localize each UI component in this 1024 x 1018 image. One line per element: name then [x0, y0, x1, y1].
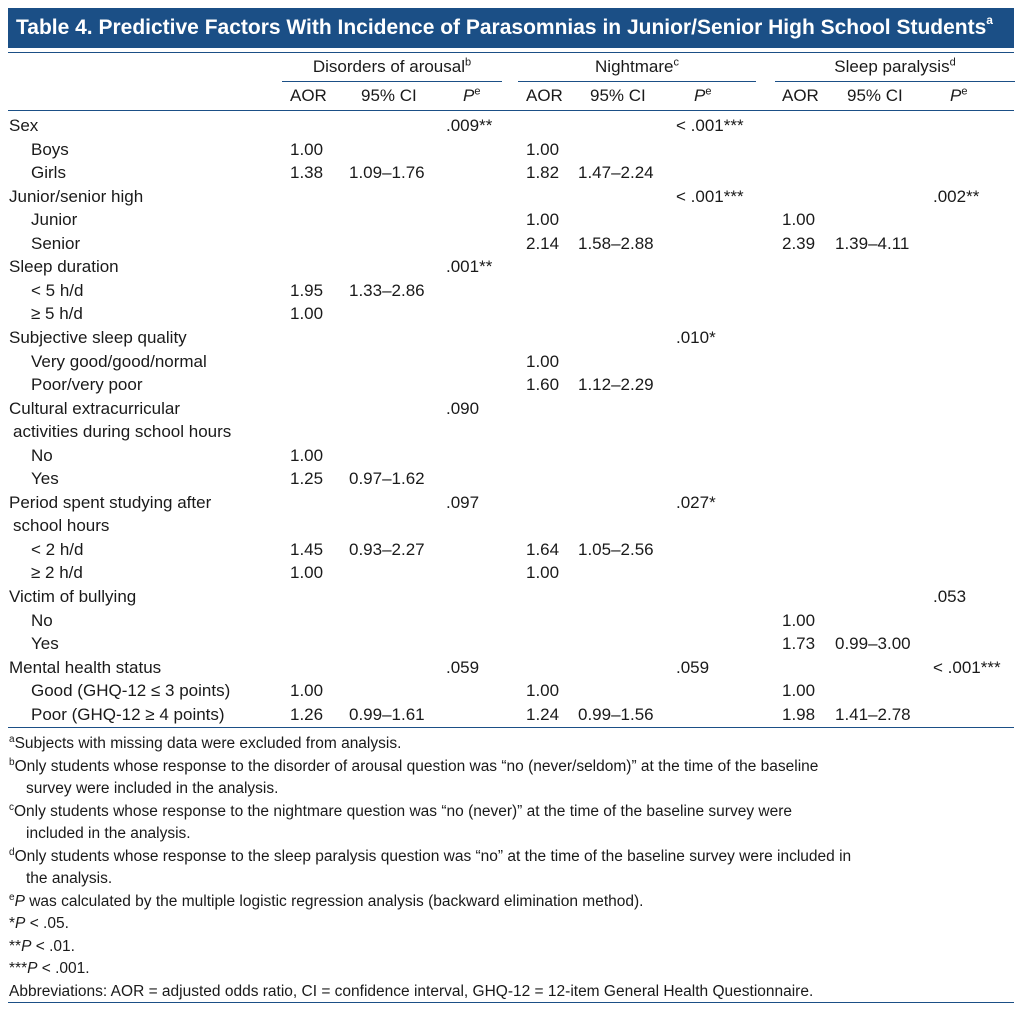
footnote-text: Only students whose response to the disorder of arousal question was “no (never/seldom)” at the time of the baseline — [14, 757, 819, 775]
group-header-sup: b — [465, 56, 472, 69]
footnote — [9, 958, 1015, 981]
table-row — [0, 561, 1024, 585]
column-header-p-letter: P — [694, 86, 706, 105]
cell-c2: 1.12–2.29 — [578, 375, 654, 395]
cell-a1: 1.00 — [290, 681, 324, 701]
footnote-text: included in the analysis. — [26, 825, 191, 842]
cell-a1: 1.38 — [290, 163, 324, 183]
footnote-text: Subjects with missing data were excluded from analysis. — [14, 735, 402, 752]
header-rule — [8, 110, 1014, 111]
cell-p3: .002** — [933, 186, 980, 206]
cell-p1: .001** — [446, 257, 493, 277]
table-row — [0, 208, 1024, 232]
cell-a1: 1.25 — [290, 469, 324, 489]
row-label: ≥ 2 h/d — [31, 563, 83, 583]
table-row — [0, 255, 1024, 279]
cell-p2: .010* — [676, 327, 716, 347]
row-label: < 5 h/d — [31, 280, 84, 300]
bottom-rule — [8, 1002, 1014, 1003]
footnote-text: < .05. — [25, 915, 69, 932]
row-label: ≥ 5 h/d — [31, 304, 83, 324]
group-header — [282, 57, 502, 79]
row-label: school hours — [13, 516, 110, 536]
row-label: activities during school hours — [13, 422, 232, 442]
cell-a2: 1.00 — [526, 563, 560, 583]
table-row — [0, 326, 1024, 350]
row-label: Sleep duration — [9, 257, 119, 277]
footnote — [9, 891, 1015, 914]
cell-a1: 1.45 — [290, 539, 324, 559]
footnote-marker: d — [9, 846, 15, 858]
cell-a3: 2.39 — [782, 233, 816, 253]
cell-a3: 1.00 — [782, 681, 816, 701]
table-row — [0, 279, 1024, 303]
column-header-aor: AOR — [290, 86, 327, 105]
cell-a1: 1.00 — [290, 139, 324, 159]
group-underline — [518, 81, 756, 82]
table-row — [0, 161, 1024, 185]
cell-c2: 0.99–1.56 — [578, 704, 654, 724]
footnote-marker: a — [9, 733, 15, 745]
column-header-p-letter: P — [950, 86, 962, 105]
table-row — [0, 420, 1024, 444]
footnote-stars: * — [9, 915, 16, 932]
cell-p2: .059 — [676, 657, 710, 677]
footnote-italic: P — [21, 937, 32, 955]
column-header-aor: AOR — [526, 86, 563, 105]
cell-c2: 1.58–2.88 — [578, 233, 654, 253]
footnote-marker: e — [9, 891, 15, 903]
table-row — [0, 185, 1024, 209]
cell-p2: < .001*** — [676, 186, 744, 206]
table-row — [0, 514, 1024, 538]
row-label: Yes — [31, 634, 59, 654]
group-header-label: Nightmare — [595, 57, 674, 76]
footnote-text: < .01. — [31, 937, 75, 955]
footnotes — [9, 733, 1015, 1003]
footnote — [9, 756, 1015, 801]
footnote-text: was calculated by the multiple logistic regression analysis (backward elimination method). — [24, 892, 644, 910]
row-label: < 2 h/d — [31, 539, 84, 559]
column-header-aor: AOR — [782, 86, 819, 105]
footnote — [9, 733, 1015, 756]
column-header-p — [463, 86, 480, 108]
table-row — [0, 350, 1024, 374]
cell-c1: 0.97–1.62 — [349, 469, 425, 489]
table-title — [8, 8, 1014, 48]
group-header-sup: d — [949, 56, 956, 69]
footnote — [9, 936, 1015, 959]
footnote — [9, 913, 1015, 936]
cell-a3: 1.98 — [782, 704, 816, 724]
cell-a2: 1.00 — [526, 210, 560, 230]
top-rule — [8, 52, 1014, 53]
cell-c2: 1.05–2.56 — [578, 539, 654, 559]
cell-c1: 1.09–1.76 — [349, 163, 425, 183]
footnote-italic: P — [27, 960, 38, 977]
row-label: Yes — [31, 469, 59, 489]
row-label: Cultural extracurricular — [9, 398, 180, 418]
footnote-text: Only students whose response to the sleep paralysis question was “no” at the time of the baseline survey were included in — [14, 847, 852, 865]
table-row — [0, 302, 1024, 326]
row-label: Very good/good/normal — [31, 351, 207, 371]
row-label: Girls — [31, 163, 66, 183]
table-row — [0, 444, 1024, 468]
footnote-text: survey were included in the analysis. — [26, 780, 279, 797]
cell-p3: < .001*** — [933, 657, 1001, 677]
footnote-stars: *** — [9, 960, 28, 977]
row-label: Period spent studying after — [9, 492, 212, 512]
group-header-sup: c — [673, 56, 679, 69]
cell-a2: 1.00 — [526, 139, 560, 159]
column-header-p-letter: P — [463, 86, 475, 105]
cell-a2: 1.60 — [526, 375, 560, 395]
cell-c1: 0.93–2.27 — [349, 539, 425, 559]
row-label: Poor (GHQ-12 ≥ 4 points) — [31, 704, 225, 724]
cell-a3: 1.00 — [782, 610, 816, 630]
row-label: Poor/very poor — [31, 375, 143, 395]
footnote-text: < .001. — [37, 960, 90, 977]
table-title-text: Table 4. Predictive Factors With Incidence of Parasomnias in Junior/Senior High School Students — [16, 16, 987, 39]
cell-c1: 0.99–1.61 — [349, 704, 425, 724]
cell-p1: .059 — [446, 657, 480, 677]
cell-a2: 1.00 — [526, 351, 560, 371]
row-label: Victim of bullying — [9, 587, 137, 606]
cell-a2: 1.00 — [526, 681, 560, 701]
column-header-p-sup: e — [474, 85, 481, 98]
cell-c3: 1.41–2.78 — [835, 704, 911, 724]
table-row — [0, 632, 1024, 656]
table-row — [0, 538, 1024, 562]
group-underline — [282, 81, 502, 82]
column-header-ci: 95% CI — [847, 86, 903, 105]
group-header — [518, 57, 756, 79]
cell-c1: 1.33–2.86 — [349, 280, 425, 300]
cell-p1: .009** — [446, 116, 493, 135]
row-label: Sex — [9, 116, 39, 135]
table-row — [0, 703, 1024, 727]
cell-c3: 1.39–4.11 — [835, 233, 910, 253]
cell-a2: 1.64 — [526, 539, 560, 559]
row-label: Junior/senior high — [9, 186, 144, 206]
column-header-ci: 95% CI — [361, 86, 417, 105]
table-row — [0, 397, 1024, 421]
table-row — [0, 585, 1024, 609]
row-label: No — [31, 445, 53, 465]
table-row — [0, 114, 1024, 138]
table-row — [0, 373, 1024, 397]
table-row — [0, 656, 1024, 680]
cell-a1: 1.00 — [290, 304, 324, 324]
footnote — [9, 846, 1015, 891]
column-header-p — [694, 86, 711, 108]
row-label: Good (GHQ-12 ≤ 3 points) — [31, 681, 231, 701]
cell-a1: 1.00 — [290, 445, 324, 465]
footnote-marker: b — [9, 756, 15, 768]
footnote-marker: c — [9, 801, 14, 813]
column-header-p-sup: e — [961, 85, 968, 98]
cell-a3: 1.73 — [782, 634, 816, 654]
cell-a1: 1.95 — [290, 280, 324, 300]
cell-p2: < .001*** — [676, 116, 744, 135]
cell-p1: .090 — [446, 398, 480, 418]
footnote-text: the analysis. — [26, 870, 113, 887]
row-label: No — [31, 610, 53, 630]
footnote-text: Only students whose response to the nightmare question was “no (never)” at the time of the baseline survey were — [14, 802, 792, 820]
table-title-sup: a — [986, 13, 993, 27]
table-row — [0, 679, 1024, 703]
table-row — [0, 609, 1024, 633]
cell-a2: 1.24 — [526, 704, 560, 724]
group-header-label: Disorders of arousal — [312, 57, 465, 76]
row-label: Mental health status — [9, 657, 162, 677]
cell-p2: .027* — [676, 492, 716, 512]
footnote-text: Abbreviations: AOR = adjusted odds ratio, CI = confidence interval, GHQ-12 = 12-item General Health Questionnaire. — [9, 982, 814, 1000]
cell-a1: 1.26 — [290, 704, 324, 724]
column-header-ci: 95% CI — [590, 86, 646, 105]
cell-a2: 2.14 — [526, 233, 560, 253]
table-row — [0, 232, 1024, 256]
cell-c3: 0.99–3.00 — [835, 634, 911, 654]
row-label: Subjective sleep quality — [9, 327, 187, 347]
body-end-rule — [8, 727, 1014, 728]
group-header-label: Sleep paralysis — [834, 57, 950, 76]
group-underline — [775, 81, 1015, 82]
cell-c2: 1.47–2.24 — [578, 163, 654, 183]
footnote — [9, 801, 1015, 846]
group-header — [775, 57, 1015, 79]
footnote — [9, 981, 1015, 1004]
footnote-italic: P — [15, 915, 26, 932]
row-label: Junior — [31, 210, 78, 230]
row-label: Senior — [31, 233, 81, 253]
column-header-p — [950, 86, 967, 108]
footnote-stars: ** — [9, 937, 22, 955]
cell-p1: .097 — [446, 492, 480, 512]
cell-a2: 1.82 — [526, 163, 560, 183]
cell-a1: 1.00 — [290, 563, 324, 583]
cell-p3: .053 — [933, 587, 967, 606]
row-label: Boys — [31, 139, 69, 159]
footnote-italic: P — [14, 892, 25, 910]
column-header-p-sup: e — [705, 85, 712, 98]
table-row — [0, 467, 1024, 491]
cell-a3: 1.00 — [782, 210, 816, 230]
table-row — [0, 491, 1024, 515]
table-row — [0, 138, 1024, 162]
